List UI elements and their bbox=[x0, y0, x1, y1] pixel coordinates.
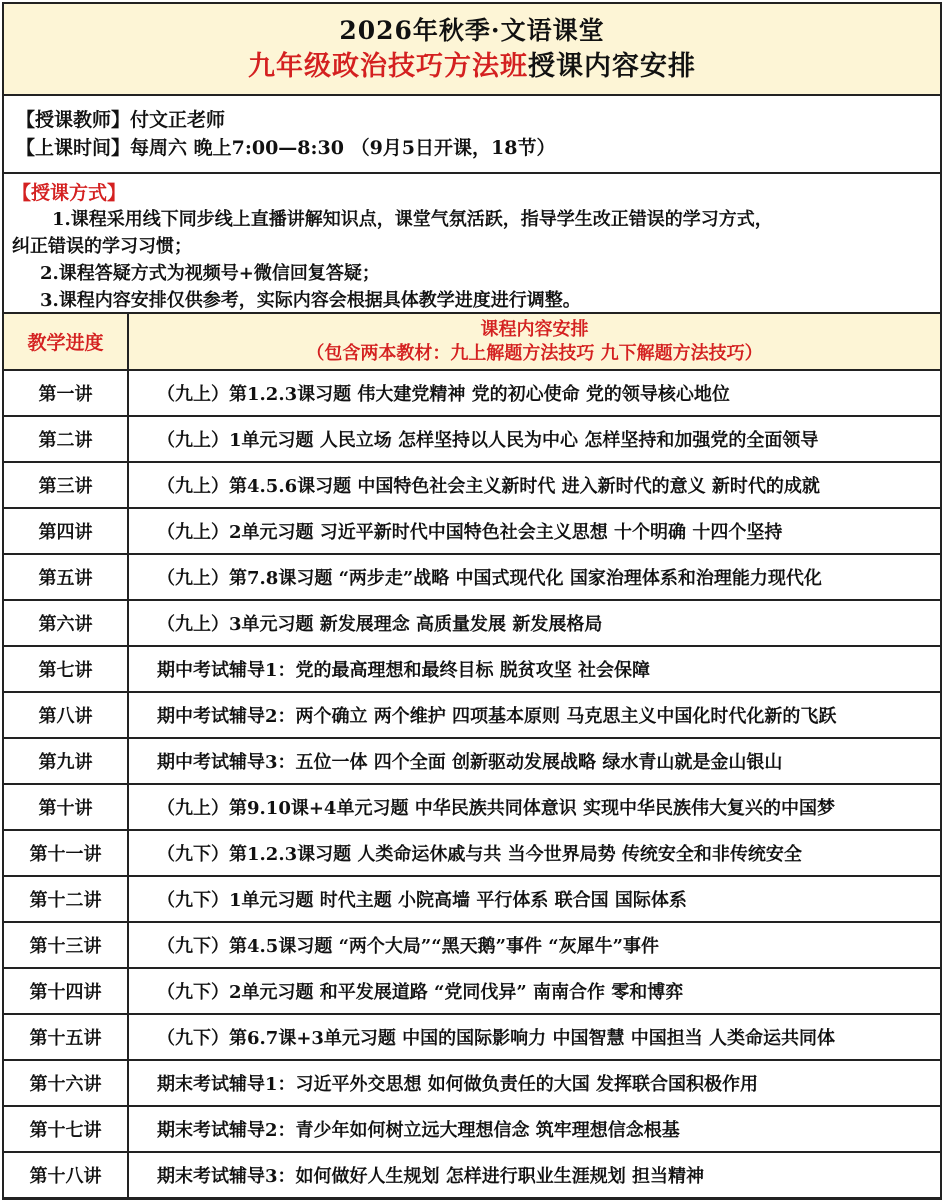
lecture-number: 第三讲 bbox=[4, 462, 128, 508]
lecture-number: 第六讲 bbox=[4, 600, 128, 646]
lecture-number: 第十讲 bbox=[4, 784, 128, 830]
lecture-content: 期末考试辅导1：习近平外交思想 如何做负责任的大国 发挥联合国积极作用 bbox=[128, 1060, 940, 1106]
table-row bbox=[4, 508, 940, 554]
teaching-method-block bbox=[4, 174, 940, 314]
table-header-row bbox=[4, 314, 940, 370]
lecture-content: （九下）第4.5课习题 “两个大局”“黑天鹅”事件 “灰犀牛”事件 bbox=[128, 922, 940, 968]
document-title: 2026年秋季·文语课堂 bbox=[339, 16, 605, 45]
table-row bbox=[4, 1060, 940, 1106]
schedule-time-line: 【上课时间】每周六 晚上7:00—8:30 （9月5日开课，18节） bbox=[16, 137, 556, 159]
lecture-number: 第四讲 bbox=[4, 508, 128, 554]
lecture-number: 第一讲 bbox=[4, 370, 128, 416]
content-header-title: 课程内容安排 bbox=[480, 318, 589, 340]
schedule-document bbox=[2, 2, 942, 1200]
lecture-content: 期中考试辅导2：两个确立 两个维护 四项基本原则 马克思主义中国化时代化新的飞跃 bbox=[128, 692, 940, 738]
method-item-3: 3.课程内容安排仅供参考，实际内容会根据具体教学进度进行调整。 bbox=[40, 290, 581, 311]
table-row bbox=[4, 692, 940, 738]
lecture-content: （九上）2单元习题 习近平新时代中国特色社会主义思想 十个明确 十四个坚持 bbox=[128, 508, 940, 554]
table-row bbox=[4, 876, 940, 922]
lecture-number: 第五讲 bbox=[4, 554, 128, 600]
method-item-1a: 1.课程采用线下同步线上直播讲解知识点，课堂气氛活跃，指导学生改正错误的学习方式， bbox=[52, 209, 773, 230]
table-row bbox=[4, 922, 940, 968]
lecture-content: 期中考试辅导1：党的最高理想和最终目标 脱贫攻坚 社会保障 bbox=[128, 646, 940, 692]
lecture-number: 第十三讲 bbox=[4, 922, 128, 968]
teacher-line: 【授课教师】付文正老师 bbox=[16, 109, 226, 131]
lecture-content: （九上）第7.8课习题 “两步走”战略 中国式现代化 国家治理体系和治理能力现代化 bbox=[128, 554, 940, 600]
table-row bbox=[4, 554, 940, 600]
table-row bbox=[4, 968, 940, 1014]
table-row bbox=[4, 462, 940, 508]
class-name-highlight: 九年级政治技巧方法班 bbox=[248, 51, 528, 82]
lecture-content: （九下）1单元习题 时代主题 小院高墙 平行体系 联合国 国际体系 bbox=[128, 876, 940, 922]
lecture-content: （九上）第4.5.6课习题 中国特色社会主义新时代 进入新时代的意义 新时代的成就 bbox=[128, 462, 940, 508]
method-item-2: 2.课程答疑方式为视频号+微信回复答疑； bbox=[40, 263, 380, 284]
lecture-number: 第十七讲 bbox=[4, 1106, 128, 1152]
table-row bbox=[4, 830, 940, 876]
lecture-content: （九上）3单元习题 新发展理念 高质量发展 新发展格局 bbox=[128, 600, 940, 646]
lecture-number: 第十八讲 bbox=[4, 1152, 128, 1198]
lecture-content: （九下）第6.7课+3单元习题 中国的国际影响力 中国智慧 中国担当 人类命运共同体 bbox=[128, 1014, 940, 1060]
lecture-number: 第七讲 bbox=[4, 646, 128, 692]
lecture-content: （九上）1单元习题 人民立场 怎样坚持以人民为中心 怎样坚持和加强党的全面领导 bbox=[128, 416, 940, 462]
lecture-number: 第十一讲 bbox=[4, 830, 128, 876]
subtitle-rest: 授课内容安排 bbox=[528, 51, 696, 82]
lecture-number: 第十二讲 bbox=[4, 876, 128, 922]
lecture-content: （九下）第1.2.3课习题 人类命运休戚与共 当今世界局势 传统安全和非传统安全 bbox=[128, 830, 940, 876]
lecture-content: （九上）第1.2.3课习题 伟大建党精神 党的初心使命 党的领导核心地位 bbox=[128, 370, 940, 416]
document-subtitle bbox=[4, 48, 940, 86]
lecture-number: 第二讲 bbox=[4, 416, 128, 462]
table-row bbox=[4, 370, 940, 416]
method-item-1b: 纠正错误的学习习惯； bbox=[12, 236, 192, 257]
lecture-content: （九下）2单元习题 和平发展道路 “党同伐异” 南南合作 零和博弈 bbox=[128, 968, 940, 1014]
lecture-number: 第八讲 bbox=[4, 692, 128, 738]
lecture-number: 第九讲 bbox=[4, 738, 128, 784]
table-row bbox=[4, 738, 940, 784]
progress-column-header: 教学进度 bbox=[4, 314, 128, 370]
table-row bbox=[4, 600, 940, 646]
table-row bbox=[4, 646, 940, 692]
table-row bbox=[4, 416, 940, 462]
lecture-content: （九上）第9.10课+4单元习题 中华民族共同体意识 实现中华民族伟大复兴的中国梦 bbox=[128, 784, 940, 830]
lecture-number: 第十六讲 bbox=[4, 1060, 128, 1106]
table-row bbox=[4, 784, 940, 830]
curriculum-table bbox=[4, 314, 940, 1199]
table-row bbox=[4, 1014, 940, 1060]
content-header-note: （包含两本教材：九上解题方法技巧 九下解题方法技巧） bbox=[306, 342, 763, 364]
info-block bbox=[4, 96, 940, 174]
table-row bbox=[4, 1152, 940, 1198]
table-row bbox=[4, 1106, 940, 1152]
lecture-content: 期末考试辅导2：青少年如何树立远大理想信念 筑牢理想信念根基 bbox=[128, 1106, 940, 1152]
method-heading: 【授课方式】 bbox=[12, 182, 127, 204]
lecture-content: 期末考试辅导3：如何做好人生规划 怎样进行职业生涯规划 担当精神 bbox=[128, 1152, 940, 1198]
lecture-number: 第十四讲 bbox=[4, 968, 128, 1014]
lecture-number: 第十五讲 bbox=[4, 1014, 128, 1060]
lecture-content: 期中考试辅导3：五位一体 四个全面 创新驱动发展战略 绿水青山就是金山银山 bbox=[128, 738, 940, 784]
title-block bbox=[4, 4, 940, 96]
content-column-header bbox=[128, 314, 940, 370]
